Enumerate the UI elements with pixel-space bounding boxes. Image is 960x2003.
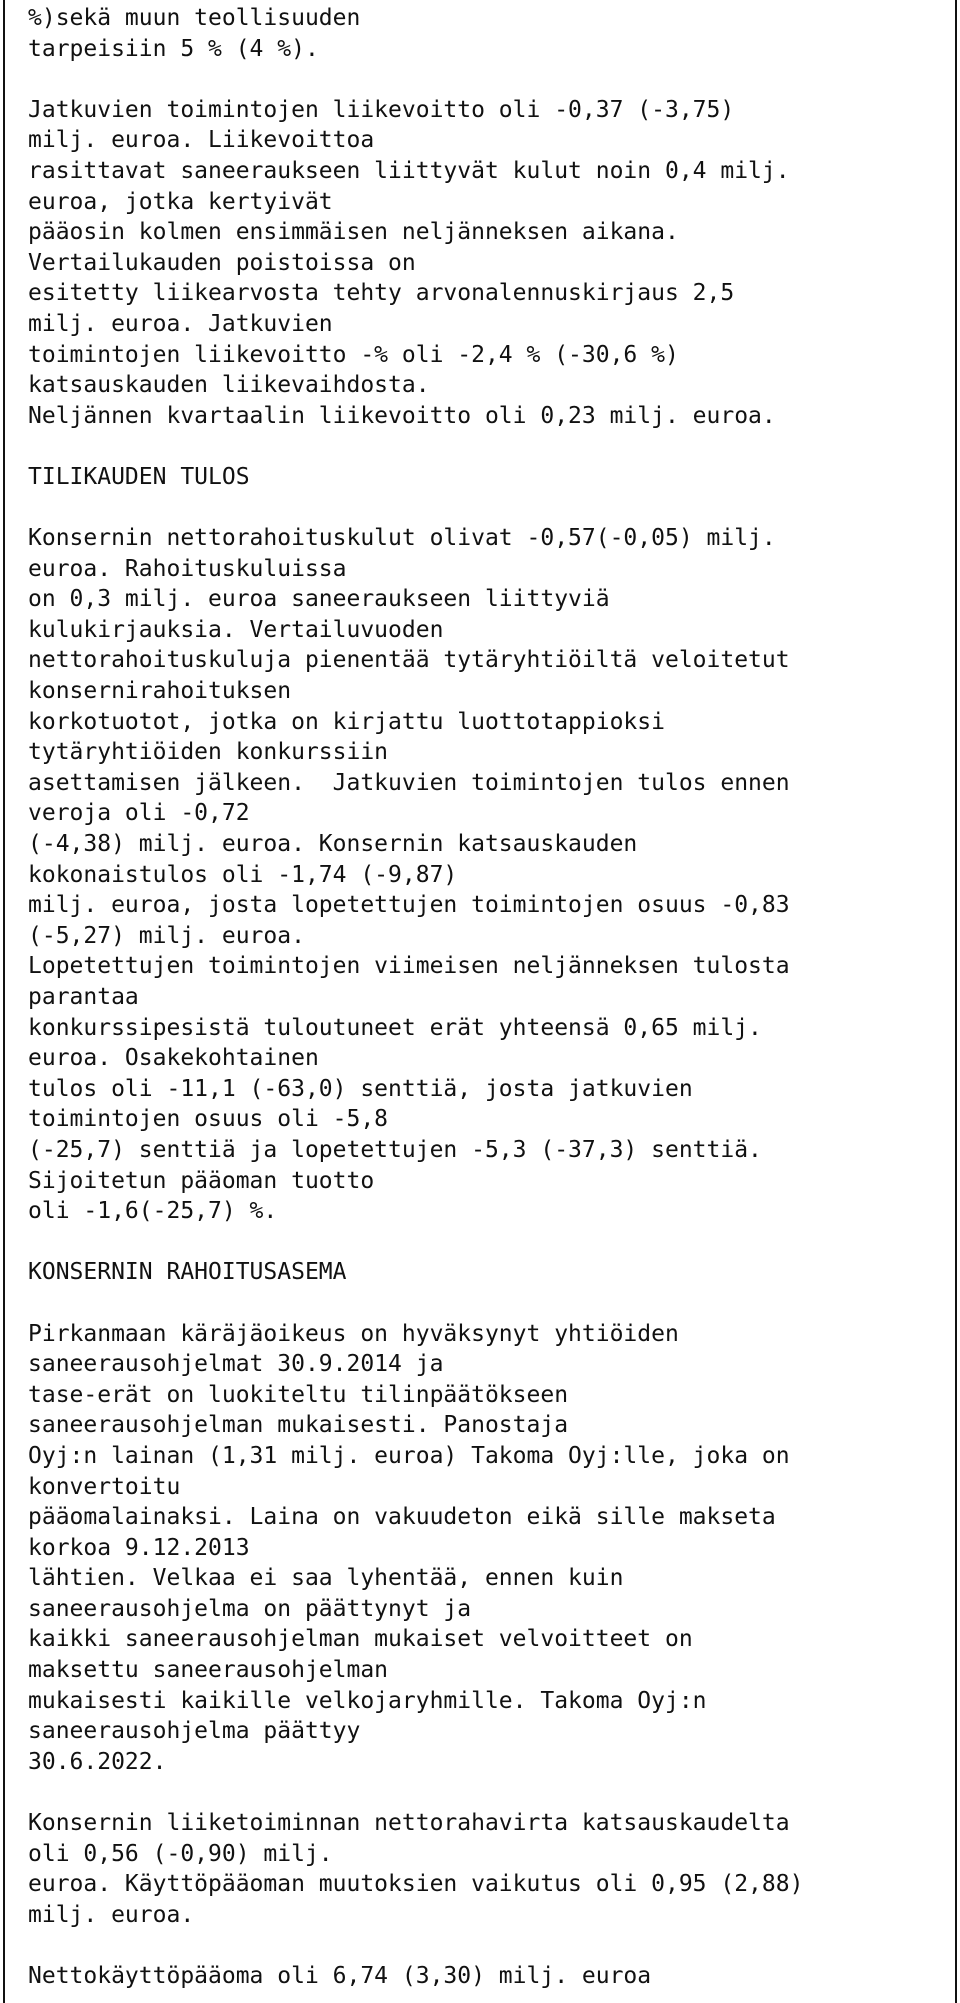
text-line: tulos oli -11,1 (-63,0) senttiä, josta jatkuvien xyxy=(28,1075,693,1102)
text-line: kaikki saneerausohjelman mukaiset velvoitteet on xyxy=(28,1626,693,1653)
text-line: saneerausohjelma on päättynyt ja xyxy=(28,1595,472,1622)
text-line: maksettu saneerausohjelman xyxy=(28,1657,389,1684)
text-line: euroa. Osakekohtainen xyxy=(28,1045,319,1072)
text-line: kulukirjauksia. Vertailuvuoden xyxy=(28,616,444,643)
text-line: toimintojen liikevoitto -% oli -2,4 % (-30,6 %) xyxy=(28,341,679,368)
text-line: pääosin kolmen ensimmäisen neljänneksen aikana. xyxy=(28,219,679,246)
text-line: katsauskauden liikevaihdosta. xyxy=(28,372,430,399)
text-line: kokonaistulos oli -1,74 (-9,87) xyxy=(28,861,458,888)
text-line: esitetty liikearvosta tehty arvonalennuskirjaus 2,5 xyxy=(28,280,735,307)
text-line: konvertoitu xyxy=(28,1473,181,1500)
paragraph-gap xyxy=(28,1288,948,1319)
text-line: milj. euroa. Liikevoittoa xyxy=(28,127,375,154)
text-line: mukaisesti kaikille velkojaryhmille. Takoma Oyj:n xyxy=(28,1687,707,1714)
text-line: Nettokäyttöpääoma oli 6,74 (3,30) milj. euroa xyxy=(28,1963,652,1989)
text-line: Konsernin liiketoiminnan nettorahavirta katsauskaudelta xyxy=(28,1810,790,1837)
text-line: (-5,27) milj. euroa. xyxy=(28,922,305,949)
text-line: tarpeisiin 5 % (4 %). xyxy=(28,35,319,62)
text-line: rasittavat saneeraukseen liittyvät kulut noin 0,4 milj. xyxy=(28,157,790,184)
text-line: saneerausohjelman mukaisesti. Panostaja xyxy=(28,1412,569,1439)
text-line: milj. euroa. xyxy=(28,1901,195,1928)
text-line: nettorahoituskuluja pienentää tytäryhtiöiltä veloitetut xyxy=(28,647,790,674)
text-line: korkoa 9.12.2013 xyxy=(28,1534,250,1561)
text-line: tytäryhtiöiden konkurssiin xyxy=(28,739,389,766)
section-heading: TILIKAUDEN TULOS xyxy=(28,463,250,490)
text-line: konkurssipesistä tuloutuneet erät yhteensä 0,65 milj. xyxy=(28,1014,762,1041)
text-line: veroja oli -0,72 xyxy=(28,800,250,827)
text-line: Neljännen kvartaalin liikevoitto oli 0,23 milj. euroa. xyxy=(28,402,776,429)
text-line: oli -1,6(-25,7) %. xyxy=(28,1198,278,1225)
text-line: %)sekä muun teollisuuden xyxy=(28,5,361,31)
text-line: milj. euroa, josta lopetettujen toimintojen osuus -0,83 xyxy=(28,892,790,919)
text-line: pääomalainaksi. Laina on vakuudeton eikä sille makseta xyxy=(28,1504,776,1531)
text-line: euroa. Käyttöpääoman muutoksien vaikutus oli 0,95 (2,88) xyxy=(28,1871,804,1898)
text-line: 30.6.2022. xyxy=(28,1748,167,1775)
text-line: Sijoitetun pääoman tuotto xyxy=(28,1167,375,1194)
text-line: korkotuotot, jotka on kirjattu luottotappioksi xyxy=(28,708,665,735)
text-line: Konsernin nettorahoituskulut olivat -0,57(-0,05) milj. xyxy=(28,525,776,552)
left-border-rule xyxy=(3,0,5,2003)
right-border-rule xyxy=(955,0,957,2003)
paragraph-gap xyxy=(28,1930,948,1961)
text-line: Oyj:n lainan (1,31 milj. euroa) Takoma Oyj:lle, joka on xyxy=(28,1442,790,1469)
text-line: (-25,7) senttiä ja lopetettujen -5,3 (-37,3) senttiä. xyxy=(28,1136,762,1163)
paragraph-gap xyxy=(28,431,948,462)
text-line: asettamisen jälkeen. Jatkuvien toimintojen tulos ennen xyxy=(28,769,790,796)
paragraph-gap xyxy=(28,493,948,524)
text-line: saneerausohjelma päättyy xyxy=(28,1718,361,1745)
document-body xyxy=(28,3,948,1992)
paragraph-gap xyxy=(28,64,948,95)
text-line: on 0,3 milj. euroa saneeraukseen liittyviä xyxy=(28,586,610,613)
text-line: konsernirahoituksen xyxy=(28,678,292,705)
paragraph-gap xyxy=(28,1227,948,1258)
text-line: oli 0,56 (-0,90) milj. xyxy=(28,1840,333,1867)
text-line: Vertailukauden poistoissa on xyxy=(28,249,416,276)
text-line: Lopetettujen toimintojen viimeisen neljänneksen tulosta xyxy=(28,953,790,980)
text-line: Jatkuvien toimintojen liikevoitto oli -0,37 (-3,75) xyxy=(28,96,735,123)
text-line: lähtien. Velkaa ei saa lyhentää, ennen kuin xyxy=(28,1565,624,1592)
text-line: (-4,38) milj. euroa. Konsernin katsauskauden xyxy=(28,831,638,858)
text-line: Pirkanmaan käräjäoikeus on hyväksynyt yhtiöiden xyxy=(28,1320,679,1347)
paragraph-gap xyxy=(28,1777,948,1808)
text-line: euroa, jotka kertyivät xyxy=(28,188,333,215)
text-line: euroa. Rahoituskuluissa xyxy=(28,555,347,582)
section-heading: KONSERNIN RAHOITUSASEMA xyxy=(28,1259,347,1286)
text-line: milj. euroa. Jatkuvien xyxy=(28,310,333,337)
text-line: toimintojen osuus oli -5,8 xyxy=(28,1106,389,1133)
text-line: tase-erät on luokiteltu tilinpäätökseen xyxy=(28,1381,569,1408)
text-line: saneerausohjelmat 30.9.2014 ja xyxy=(28,1351,444,1378)
text-line: parantaa xyxy=(28,984,139,1010)
